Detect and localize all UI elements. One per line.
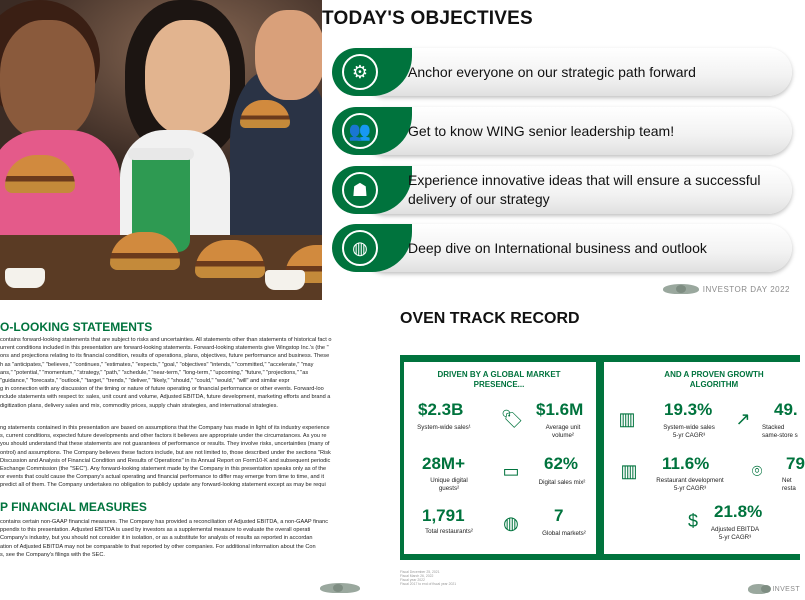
stat-value: 49. (774, 400, 798, 419)
fls-line: nclude statements with respect to: sales, unit count and volume, Adjusted EBITDA, future development, marketing efforts and brand a (0, 394, 331, 401)
wingstop-logo-icon (320, 583, 360, 593)
panel-heading: DRIVEN BY A GLOBAL MARKET PRESENCE... (437, 370, 561, 389)
globe-icon: ◍ (342, 230, 378, 266)
fls-line: urrent conditions included in this presentation are forward-looking statements. Forward-looking statements give Wingstop Inc.'s (the " (0, 345, 329, 352)
fls-line: Exchange Commission (the "SEC"). Any forward-looking statement made by the Company in this presentation speaks only as of the (0, 466, 327, 473)
stat-label: System-wide sales¹ (417, 424, 471, 431)
footnotes (400, 570, 456, 586)
bar-chart-up-icon: ▥ (620, 461, 638, 481)
hero-photo (0, 0, 322, 300)
stat-value: 11.6% (662, 454, 710, 473)
fls-heading: P FINANCIAL MEASURES (0, 500, 147, 514)
fls-line: Company's industry, but you should not consider it in isolation, or as a substitute for analysis of results as reported in accordan (0, 535, 313, 542)
footnote: Fiscal 2017 to end of fiscal year 2021 (400, 582, 457, 586)
investor-day-footer (663, 284, 790, 294)
stat-label: Stacked same-store s (762, 424, 798, 439)
stat-label: Restaurant development 5-yr CAGR³ (656, 477, 724, 492)
location-pin-icon: ⌾ (751, 461, 763, 481)
fls-line: or events that could cause the Company's actual operating and financial performance to differ may emerge from time to time, and it (0, 474, 325, 481)
stat-label: Average unit volume² (545, 424, 581, 439)
fls-footer-logo (320, 583, 400, 595)
track-record-slide (400, 300, 805, 600)
forward-looking-slide (0, 300, 400, 600)
fls-paragraph (0, 424, 400, 490)
fls-line: ontrol) and assumptions. The Company believes these factors include, but are not limited to, those described under the sections "Risk (0, 449, 331, 456)
growth-algorithm-panel (604, 362, 805, 554)
objective-text: Experience innovative ideas that will ensure a successful delivery of our strategy (408, 172, 761, 207)
bar-chart-dollar-icon: ▥ (618, 409, 636, 429)
fls-paragraph (0, 518, 400, 559)
stat-value: 7 (554, 506, 564, 525)
fls-line: you should understand that these statements are not guarantees of performance or results. They involve risks, uncertainties (many of (0, 441, 330, 448)
stat-value: $2.3B (418, 400, 464, 419)
track-record-title: OVEN TRACK RECORD (400, 310, 580, 327)
footnote: Fiscal December 25, 2021 (400, 570, 440, 574)
stat-value: 1,791 (422, 506, 465, 525)
objective-text: Anchor everyone on our strategic path forward (408, 63, 696, 80)
wingstop-logo-icon (663, 284, 699, 294)
stat-label: Adjusted EBITDA 5-yr CAGR³ (710, 526, 760, 541)
stat-value: 21.8% (714, 502, 763, 521)
stat-value: 79 (786, 454, 805, 473)
fls-line: digitization plans, delivery sales and mix, commodity prices, supply chain strategies, and international strategies. (0, 402, 278, 409)
stat-value: 28M+ (422, 454, 465, 473)
fls-line: s, see the Company's filings with the SEC. (0, 551, 105, 558)
globe-icon: ◍ (503, 513, 519, 533)
drink-cup-lid (128, 148, 194, 160)
stat-label: Digital sales mix² (538, 479, 586, 486)
stat-value: 62% (544, 454, 579, 473)
footer-text: INVESTOR DAY 2022 (702, 284, 790, 294)
dip-cup (5, 268, 45, 288)
investor-day-footer (748, 583, 800, 595)
stat-label: System-wide sales 5-yr CAGR³ (663, 424, 715, 439)
market-presence-panel (404, 362, 596, 554)
people-icon: 👥 (342, 113, 378, 149)
devices-icon: ▭ (502, 461, 520, 481)
objective-item (332, 107, 794, 155)
fls-line: contains forward-looking statements that are subject to risks and uncertainties. All statements other than statements of historical fact o (0, 337, 332, 343)
person-center-face (145, 20, 230, 135)
dip-cup (265, 270, 305, 290)
fls-paragraph (0, 336, 400, 410)
stat-label: Total restaurants² (425, 528, 473, 535)
fls-line: "guidance," "forecasts," "outlook," "target," "trends," "deliver," "likely," "should," "could," "would," "will" and similar expr (0, 378, 290, 385)
footnote: Fiscal March 26, 2022 (400, 574, 434, 578)
tag-icon: 🏷 (500, 409, 524, 429)
footer-text: INVEST (772, 585, 800, 593)
panel-heading: AND A PROVEN GROWTH ALGORITHM (664, 370, 764, 389)
wingstop-logo-icon (748, 584, 769, 594)
gear-icon: ⚙ (342, 54, 378, 90)
money-up-icon: $ (687, 511, 698, 531)
objective-text: Deep dive on International business and outlook (408, 239, 707, 256)
footnote: Fiscal year 2022 (400, 578, 425, 582)
fls-line: ng statements contained in this presentation are based on assumptions that the Company has made in light of its industry experience (0, 425, 330, 431)
fls-line: predict all of them. The Company undertakes no obligation to publicly update any forward-looking statement except as may be requi (0, 482, 326, 489)
fls-line: s, current conditions, expected future developments and other factors it believes are appropriate under the circumstances. As you re (0, 433, 327, 440)
fls-line: contains certain non-GAAP financial measures. The Company has provided a reconciliation of Adjusted EBITDA, a non-GAAP financ (0, 519, 329, 525)
fls-line: ation of Adjusted EBITDA may not be comparable to that reported by other companies. For additional information about the Con (0, 543, 316, 550)
fls-line: ons and projections relating to its financial condition, results of operations, plans, objectives, future performance and business. These (0, 353, 330, 360)
person-right-face (255, 10, 325, 100)
stat-value: $1.6M (536, 400, 584, 419)
fls-line: h as "anticipates," "believes," "continues," "estimates," "expects," "goal," "objectives" "intends," "committed," "accelerate," "may (0, 361, 314, 368)
stat-label: Global markets² (542, 530, 586, 537)
fls-line: Discussion and Analysis of Financial Condition and Results of Operations" in its Annual Report on Form10-K and subsequent periodic (0, 457, 331, 464)
fls-line: ppendix to this presentation. Adjusted EBITDA is used by investors as a supplemental measure to evaluate the overall operati (0, 527, 311, 534)
trend-up-icon: ↗ (735, 409, 751, 429)
stat-value: 19.3% (664, 400, 713, 419)
serving-tray-icon: ☗ (342, 172, 378, 208)
objective-item (332, 166, 794, 214)
objectives-title: TODAY'S OBJECTIVES (322, 8, 533, 29)
objectives-slide (322, 0, 800, 300)
objective-text: Get to know WING senior leadership team! (408, 122, 675, 139)
objective-item (332, 224, 794, 272)
fls-heading: O-LOOKING STATEMENTS (0, 320, 153, 334)
fls-line: ans," "potential," "momentum," "strategy," "path," "schedule," "near-term," "long-term," "upcoming," "future," "projections," "as (0, 369, 309, 376)
stat-label: Net resta (782, 477, 796, 492)
fls-line: g in connection with any discussion of the timing or nature of future operating or financial performance or other events. Forward-loo (0, 386, 324, 393)
stat-label: Unique digital guests² (430, 477, 468, 492)
objective-item (332, 48, 794, 96)
person-left-face (0, 20, 95, 140)
